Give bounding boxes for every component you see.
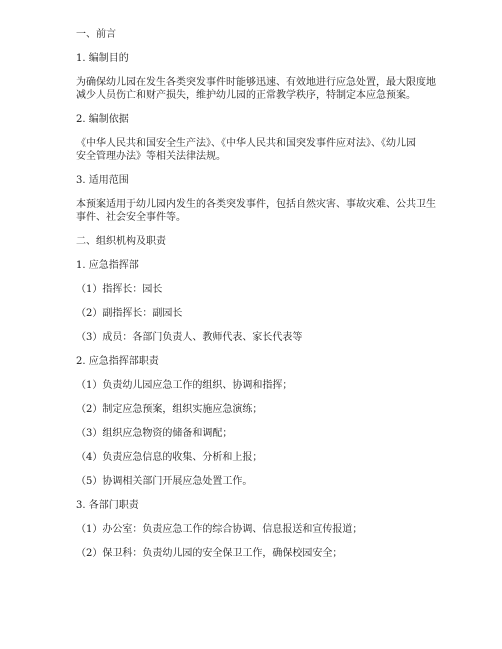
paragraph-line: 《中华人民共和国安全生产法》、《中华人民共和国突发事件应对法》、《幼儿园: [76, 138, 416, 149]
document-body: [76, 28, 442, 571]
list-item: [76, 547, 442, 560]
list-item-line: （1）负责幼儿园应急工作的组织、协调和指挥；: [76, 380, 293, 391]
sub-heading-line: 2. 应急指挥部职责: [76, 356, 159, 367]
paragraph-line: 事件、社会安全事件等。: [76, 212, 186, 223]
list-item-line: （1）办公室：负责应急工作的综合协调、信息报送和宣传报道；: [76, 524, 363, 535]
sub-heading-line: 3. 适用范围: [76, 175, 129, 186]
list-item-line: （1）指挥长：园长: [76, 284, 163, 295]
paragraph-line: 本预案适用于幼儿园内发生的各类突发事件，包括自然灾害、事故灾难、公共卫生: [76, 199, 436, 210]
sub-heading-line: 1. 应急指挥部: [76, 260, 139, 271]
list-item: [76, 475, 442, 488]
list-item: [76, 379, 442, 392]
list-item-line: （5）协调相关部门开展应急处置工作。: [76, 476, 253, 487]
sub-heading-line: 2. 编制依据: [76, 114, 129, 125]
paragraph: [76, 137, 442, 163]
list-item: [76, 451, 442, 464]
list-item-line: （2）副指挥长：副园长: [76, 308, 183, 319]
sub-heading: [76, 499, 442, 512]
paragraph-line: 为确保幼儿园在发生各类突发事件时能够迅速、有效地进行应急处置，最大限度地: [76, 77, 436, 88]
list-item-line: （3）组织应急物资的储备和调配；: [76, 428, 233, 439]
list-item: [76, 403, 442, 416]
section-heading-line: 一、前言: [76, 29, 116, 40]
sub-heading: [76, 113, 442, 126]
list-item-line: （2）保卫科：负责幼儿园的安全保卫工作，确保校园安全；: [76, 548, 343, 559]
sub-heading: [76, 355, 442, 368]
sub-heading-line: 1. 编制目的: [76, 53, 129, 64]
list-item: [76, 307, 442, 320]
paragraph-line: 减少人员伤亡和财产损失，维护幼儿园的正常教学秩序，特制定本应急预案。: [76, 90, 416, 101]
section-heading: [76, 28, 442, 41]
list-item: [76, 331, 442, 344]
section-heading: [76, 235, 442, 248]
list-item: [76, 283, 442, 296]
paragraph-line: 安全管理办法》等相关法律法规。: [76, 151, 226, 162]
paragraph: [76, 198, 442, 224]
sub-heading: [76, 52, 442, 65]
list-item-line: （4）负责应急信息的收集、分析和上报；: [76, 452, 263, 463]
list-item-line: （3）成员：各部门负责人、教师代表、家长代表等: [76, 332, 303, 343]
list-item-line: （2）制定应急预案，组织实施应急演练；: [76, 404, 263, 415]
list-item: [76, 427, 442, 440]
sub-heading-line: 3. 各部门职责: [76, 500, 139, 511]
section-heading-line: 二、组织机构及职责: [76, 236, 166, 247]
sub-heading: [76, 259, 442, 272]
list-item: [76, 523, 442, 536]
paragraph: [76, 76, 442, 102]
sub-heading: [76, 174, 442, 187]
